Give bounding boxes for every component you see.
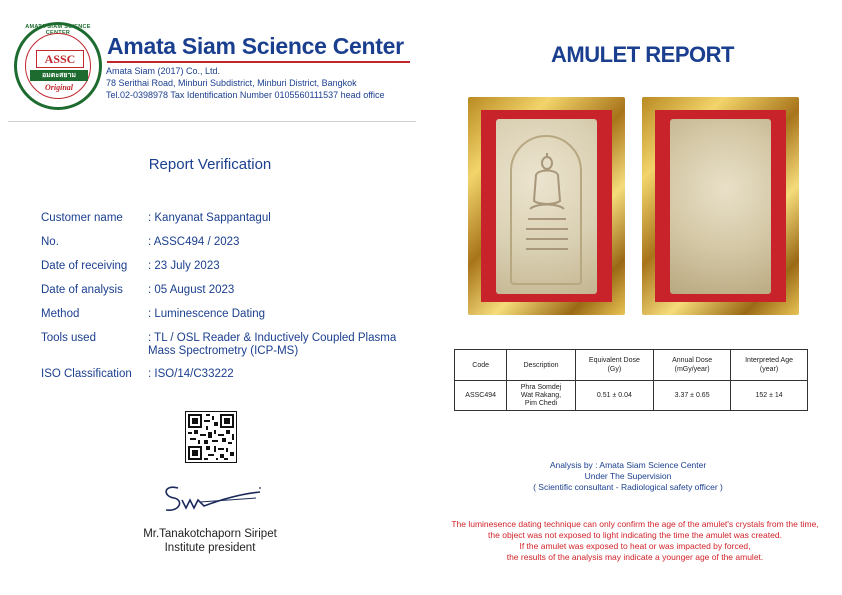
analysis-line: ( Scientific consultant - Radiological safety officer ) bbox=[533, 482, 723, 492]
info-label: No. bbox=[41, 236, 59, 248]
cell-description: Phra Somdej Wat Rakang, Pim Chedi bbox=[507, 381, 575, 411]
analysis-credit bbox=[463, 460, 793, 493]
logo-inner-ring bbox=[25, 33, 91, 99]
info-value: : ASSC494 / 2023 bbox=[148, 236, 240, 248]
info-value: : Luminescence Dating bbox=[148, 308, 265, 320]
table-row bbox=[455, 381, 808, 411]
table-header-cell: Interpreted Age (year) bbox=[731, 350, 808, 381]
signatory-name: Mr.Tanakotchaporn Siripet bbox=[143, 528, 277, 540]
disclaimer-line: If the amulet was exposed to heat or was impacted by forced, bbox=[519, 541, 751, 551]
info-value: : ISO/14/C33222 bbox=[148, 368, 234, 380]
header-divider bbox=[8, 121, 416, 122]
assc-logo bbox=[14, 22, 102, 110]
disclaimer-line: the results of the analysis may indicate a younger age of the amulet. bbox=[506, 552, 764, 562]
cell-code: ASSC494 bbox=[455, 381, 507, 411]
info-value: : Kanyanat Sappantagul bbox=[148, 212, 271, 224]
amulet-front-face bbox=[496, 119, 597, 294]
signatory-title: Institute president bbox=[164, 542, 256, 554]
amulet-back-face bbox=[670, 119, 771, 294]
table-header-cell: Code bbox=[455, 350, 507, 381]
buddha-relief-figure bbox=[526, 149, 568, 259]
address-line-2: 78 Serithai Road, Minburi Subdistrict, Minburi District, Bangkok bbox=[106, 78, 357, 88]
info-label: ISO Classification bbox=[41, 368, 132, 380]
signature-mark bbox=[160, 480, 270, 525]
cell-interpreted-age: 152 ± 14 bbox=[731, 381, 808, 411]
table-header-cell: Equivalent Dose (Gy) bbox=[575, 350, 653, 381]
info-label: Tools used bbox=[41, 332, 96, 344]
cell-annual-dose: 3.37 ± 0.65 bbox=[654, 381, 731, 411]
company-name: Amata Siam Science Center bbox=[107, 33, 404, 59]
dating-disclaimer bbox=[430, 519, 840, 563]
disclaimer-line: the object was not exposed to light indicating the time the amulet was created. bbox=[488, 530, 782, 540]
info-value: : 23 July 2023 bbox=[148, 260, 220, 272]
company-name-underline bbox=[107, 61, 410, 63]
info-value: : TL / OSL Reader & Inductively Coupled Plasma Mass Spectrometry (ICP-MS) bbox=[148, 332, 397, 357]
address-line-3: Tel.02-0398978 Tax Identification Number 0105560111537 head office bbox=[106, 90, 385, 100]
verification-qr-code[interactable] bbox=[185, 411, 237, 463]
amulet-report-title: AMULET REPORT bbox=[551, 42, 734, 67]
address-line-1: Amata Siam (2017) Co., Ltd. bbox=[106, 66, 221, 76]
disclaimer-line: The luminesence dating technique can only confirm the age of the amulet's crystals from the time, bbox=[451, 519, 819, 529]
info-value: : 05 August 2023 bbox=[148, 284, 235, 296]
info-label: Method bbox=[41, 308, 80, 320]
cell-equivalent-dose: 0.51 ± 0.04 bbox=[575, 381, 653, 411]
table-header-cell: Description bbox=[507, 350, 575, 381]
amulet-front-photo bbox=[468, 97, 625, 315]
logo-script-text: Original bbox=[44, 83, 73, 92]
table-header-cell: Annual Dose (mGy/year) bbox=[654, 350, 731, 381]
logo-top-text: AMATA SIAM SCIENCE CENTER bbox=[25, 24, 91, 36]
signatory-block bbox=[0, 527, 420, 555]
info-label: Date of receiving bbox=[41, 260, 128, 272]
report-verification-title: Report Verification bbox=[148, 156, 272, 173]
logo-band-text: อมตะสยาม bbox=[30, 70, 88, 81]
analysis-line: Analysis by : Amata Siam Science Center bbox=[549, 460, 707, 470]
results-table bbox=[454, 349, 808, 411]
analysis-line: Under The Supervision bbox=[584, 471, 672, 481]
logo-abbreviation: ASSC bbox=[36, 50, 84, 68]
amulet-back-photo bbox=[642, 97, 799, 315]
table-header-row bbox=[455, 350, 808, 381]
info-label: Customer name bbox=[41, 212, 123, 224]
info-label: Date of analysis bbox=[41, 284, 123, 296]
